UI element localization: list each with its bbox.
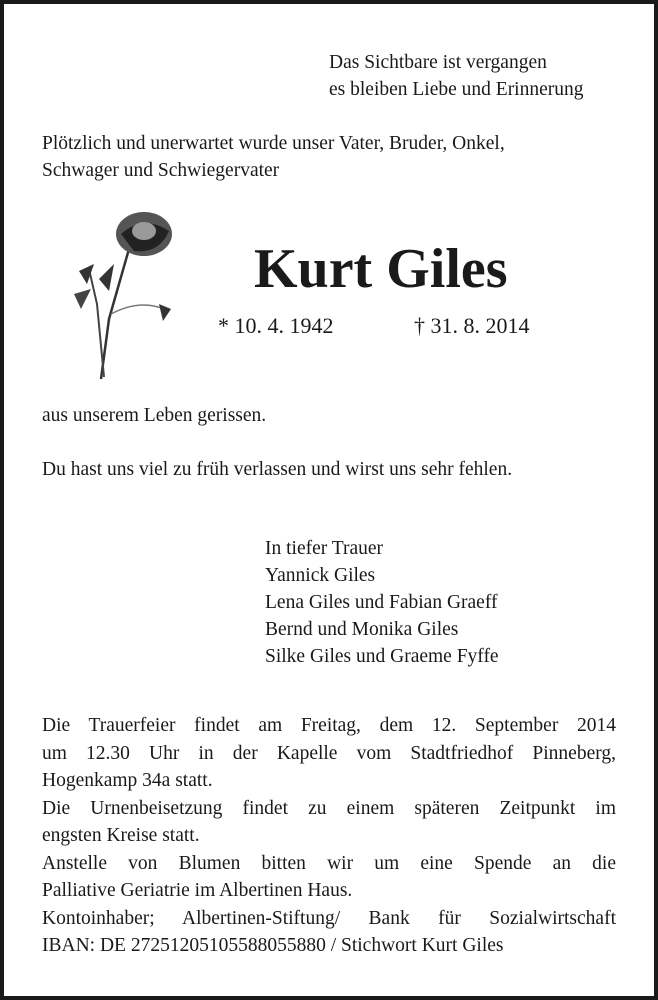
text-line: Du hast uns viel zu früh verlassen und wirst uns sehr fehlen. xyxy=(42,459,513,480)
info-line: Palliative Geriatrie im Albertinen Haus. xyxy=(42,880,353,901)
info-line: Kontoinhaber; Albertinen-Stiftung/ Bank für Sozialwirtschaft xyxy=(42,907,616,929)
mourner: Lena Giles und Fabian Graeff xyxy=(265,592,498,613)
info-line: Die Urnenbeisetzung findet zu einem späteren Zeitpunkt im xyxy=(42,797,616,819)
death-date: † 31. 8. 2014 xyxy=(414,313,530,338)
text-line: aus unserem Leben gerissen. xyxy=(42,405,267,426)
epigraph-line: Das Sichtbare ist vergangen xyxy=(329,52,547,73)
info-line: Die Trauerfeier findet am Freitag, dem 12. September 2014 xyxy=(42,715,616,736)
birth-date: * 10. 4. 1942 xyxy=(218,313,334,338)
info-line: engsten Kreise statt. xyxy=(42,825,200,846)
epigraph-line: es bleiben Liebe und Erinnerung xyxy=(329,79,584,100)
info-line: um 12.30 Uhr in der Kapelle vom Stadtfriedhof Pinneberg, xyxy=(42,742,616,764)
mourners-list xyxy=(265,535,499,670)
info-line: Hogenkamp 34a statt. xyxy=(42,770,213,791)
mourner: Bernd und Monika Giles xyxy=(265,619,459,640)
mourner: Yannick Giles xyxy=(265,565,376,586)
info-line: Anstelle von Blumen bitten wir um eine Spende an die xyxy=(42,852,616,874)
mourners-heading: In tiefer Trauer xyxy=(265,538,384,559)
rose-icon xyxy=(59,209,179,384)
epigraph xyxy=(329,49,584,103)
intro-line: Plötzlich und unerwartet wurde unser Vater, Bruder, Onkel, xyxy=(42,133,505,154)
deceased-name: Kurt Giles xyxy=(254,238,508,300)
funeral-info xyxy=(42,712,616,960)
intro-line: Schwager und Schwiegervater xyxy=(42,160,280,181)
info-line: IBAN: DE 27251205105588055880 / Stichwort Kurt Giles xyxy=(42,935,504,956)
mourner: Silke Giles und Graeme Fyffe xyxy=(265,646,499,667)
intro-text xyxy=(42,130,505,184)
